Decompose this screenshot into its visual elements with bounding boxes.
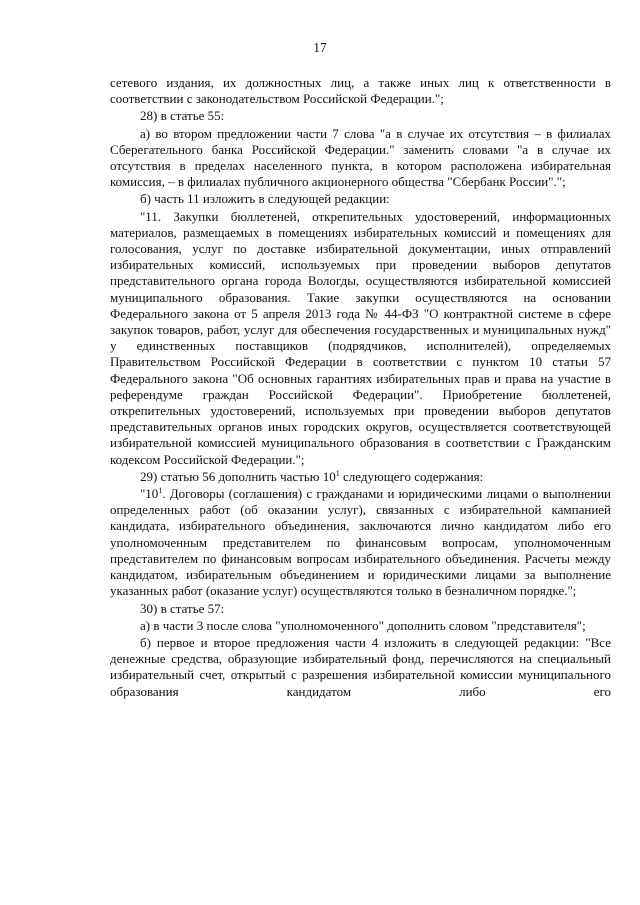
paragraph-item-29-before: 29) статью 56 дополнить частью 10	[140, 468, 336, 484]
page-number: 17	[313, 40, 327, 55]
paragraph-part-10-1-before: "10	[140, 486, 159, 502]
paragraph-item-29-after: следующего содержания:	[339, 468, 484, 484]
superscript: 1	[335, 468, 340, 478]
paragraph-28b: б) часть 11 изложить в следующей редакции:	[140, 191, 390, 207]
paragraph-30a: а) в части 3 после слова "уполномоченного" дополнить словом "представителя";	[140, 617, 586, 633]
paragraph-28a: а) во втором предложении части 7 слова "а в случае их отсутствия – в филиалах Сберегательного банка Российской Федерации." заменить словами "а в случае их отсутствия в пределах населенного пункта, в котором расположена избирательная комиссия, – в филиалах публичного акционерного общества "Сбербанк России".";	[110, 125, 611, 190]
superscript: 1	[158, 486, 163, 496]
paragraph-part-10-1-after: . Договоры (соглашения) с гражданами и юридическими лицами о выполнении определенных работ (об оказании услуг), связанных с избирательной кампанией кандидата, избирательного объединения, заключаются лично кандидатом либо его уполномоченным представителем по финансовым вопросам, уполномоченным представителем по финансовым вопросам избирательного объединения. Расчеты между кандидатом, избирательным объединением и юридическими лицами за выполнение указанных работ (оказание услуг) осуществляются только в безналичном порядке.";	[110, 486, 611, 599]
paragraph-item-28: 28) в статье 55:	[140, 108, 225, 124]
paragraph-item-30: 30) в статье 57:	[140, 600, 225, 616]
paragraph-item-29	[110, 469, 611, 485]
document-body	[110, 75, 611, 700]
paragraph-part-10-1	[110, 486, 611, 599]
paragraph-30b: б) первое и второе предложения части 4 изложить в следующей редакции: "Все денежные средства, образующие избирательный фонд, перечисляются на специальный избирательный счет, открытый с разрешения избирательной комиссии муниципального образования кандидатом либо его	[110, 634, 611, 699]
paragraph-continuation: сетевого издания, их должностных лиц, а также иных лиц к ответственности в соответствии с законодательством Российской Федерации.";	[110, 75, 611, 107]
paragraph-part-11: "11. Закупки бюллетеней, открепительных удостоверений, информационных материалов, размещаемых в помещениях избирательных комиссий и помещениях для голосования, услуг по доставке избирательной документации, иных отправлений избирательных комиссий, используемых при проведении выборов депутатов представительного органа города Вологды, осуществляются избирательной комиссией муниципального образования. Такие закупки осуществляются на основании Федерального закона от 5 апреля 2013 года № 44-ФЗ "О контрактной системе в сфере закупок товаров, работ, услуг для обеспечения государственных и муниципальных нужд" у единственных поставщиков (подрядчиков, исполнителей), определяемых Правительством Российской Федерации в соответствии с пунктом 10 статьи 57 Федерального закона "Об основных гарантиях избирательных прав и права на участие в референдуме граждан Российской Федерации". Приобретение бюллетеней, открепительных удостоверений, используемых при проведении выборов депутатов представительных органов иных городских округов, осуществляется соответствующей избирательной комиссией муниципального образования в соответствии с Гражданским кодексом Российской Федерации.";	[110, 208, 611, 467]
